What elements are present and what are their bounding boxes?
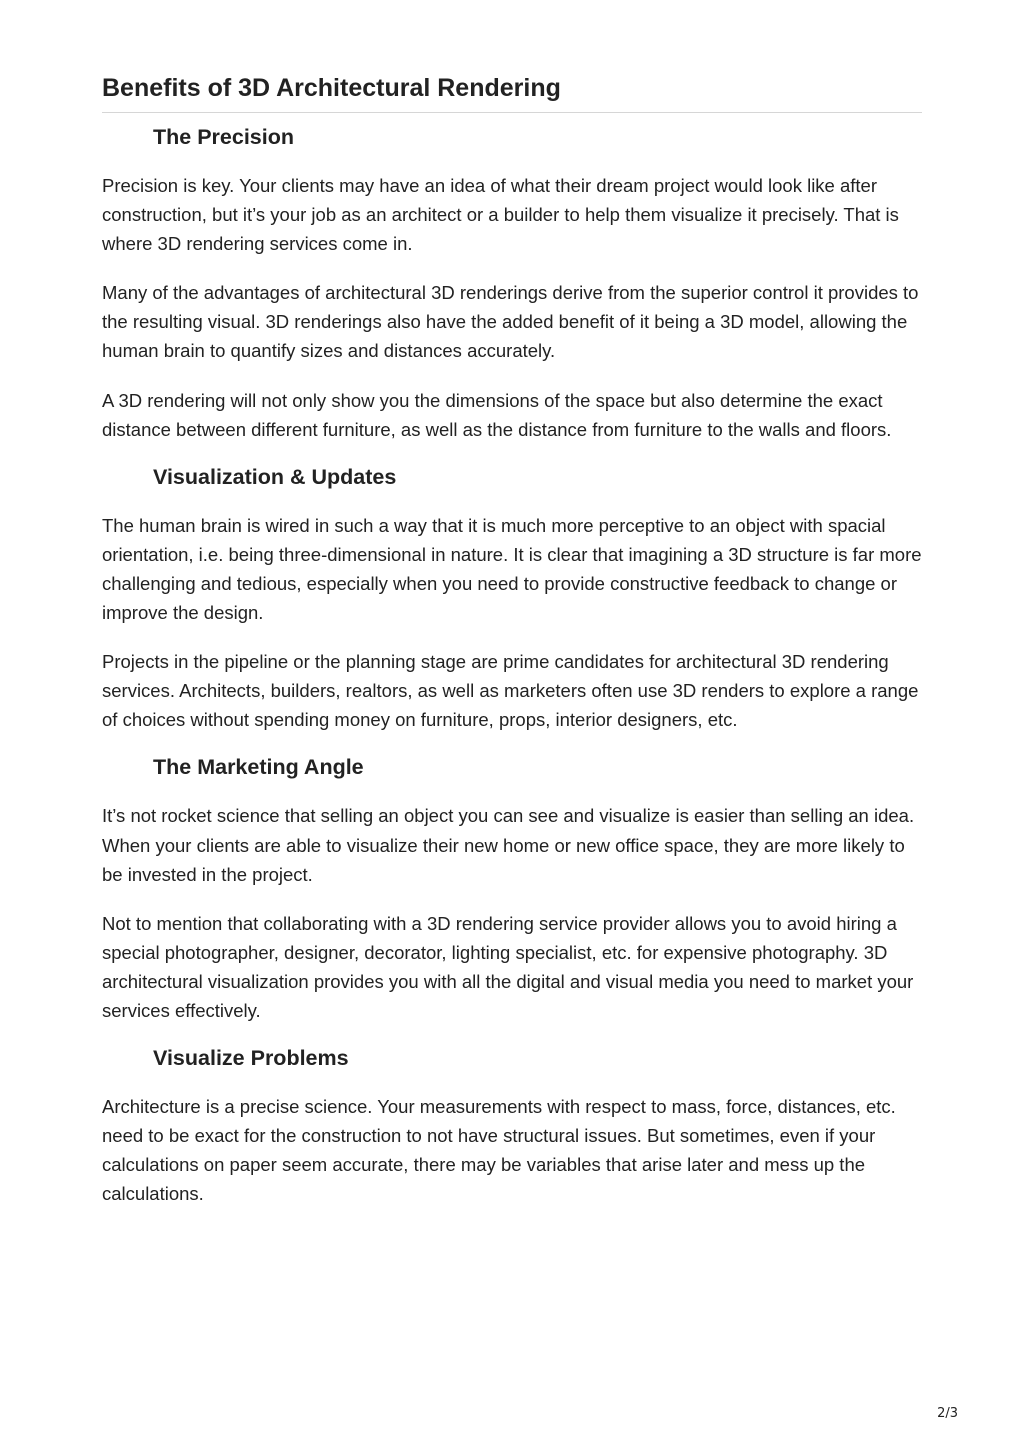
paragraph: Precision is key. Your clients may have an idea of what their dream project would look like after construction, but it’s your job as an architect or a builder to help them visualize it precisely. That is where 3D rendering services come in. <box>102 175 899 255</box>
section-heading: The Precision <box>153 125 294 149</box>
paragraph: Architecture is a precise science. Your measurements with respect to mass, force, distances, etc. need to be exact for the construction to not have structural issues. But sometimes, even if your calculations on paper seem accurate, there may be variables that arise later and mess up the calculations. <box>102 1096 896 1205</box>
section-heading: Visualization & Updates <box>153 464 397 489</box>
page-number: 2/3 <box>937 1406 958 1421</box>
paragraph: Many of the advantages of architectural 3D renderings derive from the superior control it provides to the resulting visual. 3D renderings also have the added benefit of it being a 3D model, allowing the human brain to quantify sizes and distances accurately. <box>102 282 919 362</box>
paragraph: The human brain is wired in such a way that it is much more perceptive to an object with spacial orientation, i.e. being three-dimensional in nature. It is clear that imagining a 3D structure is far more challenging and tedious, especially when you need to provide constructive feedback to change or improve the design. <box>102 514 922 624</box>
section-heading: The Marketing Angle <box>153 755 364 780</box>
paragraph: Not to mention that collaborating with a 3D rendering service provider allows you to avoid hiring a special photographer, designer, decorator, lighting specialist, etc. for expensive photography. 3D architectural visualization provides you with all the digital and visual media you need to market your services effectively. <box>102 912 914 1021</box>
document-page <box>102 72 922 1208</box>
section-heading: Visualize Problems <box>153 1046 349 1071</box>
paragraph: Projects in the pipeline or the planning stage are prime candidates for architectural 3D rendering services. Architects, builders, realtors, as well as marketers often use 3D renders to explore a range of choices without spending money on furniture, props, interior designers, etc. <box>102 651 919 731</box>
paragraph: A 3D rendering will not only show you the dimensions of the space but also determine the exact distance between different furniture, as well as the distance from furniture to the walls and floors. <box>102 389 892 440</box>
section-visualization-updates <box>102 463 922 735</box>
section-precision <box>102 123 922 444</box>
page-title: Benefits of 3D Architectural Rendering <box>102 72 922 113</box>
section-visualize-problems <box>102 1044 922 1208</box>
section-marketing-angle <box>102 753 922 1025</box>
paragraph: It’s not rocket science that selling an object you can see and visualize is easier than selling an idea. When your clients are able to visualize their new home or new office space, they are more likely to be invested in the project. <box>102 805 915 885</box>
